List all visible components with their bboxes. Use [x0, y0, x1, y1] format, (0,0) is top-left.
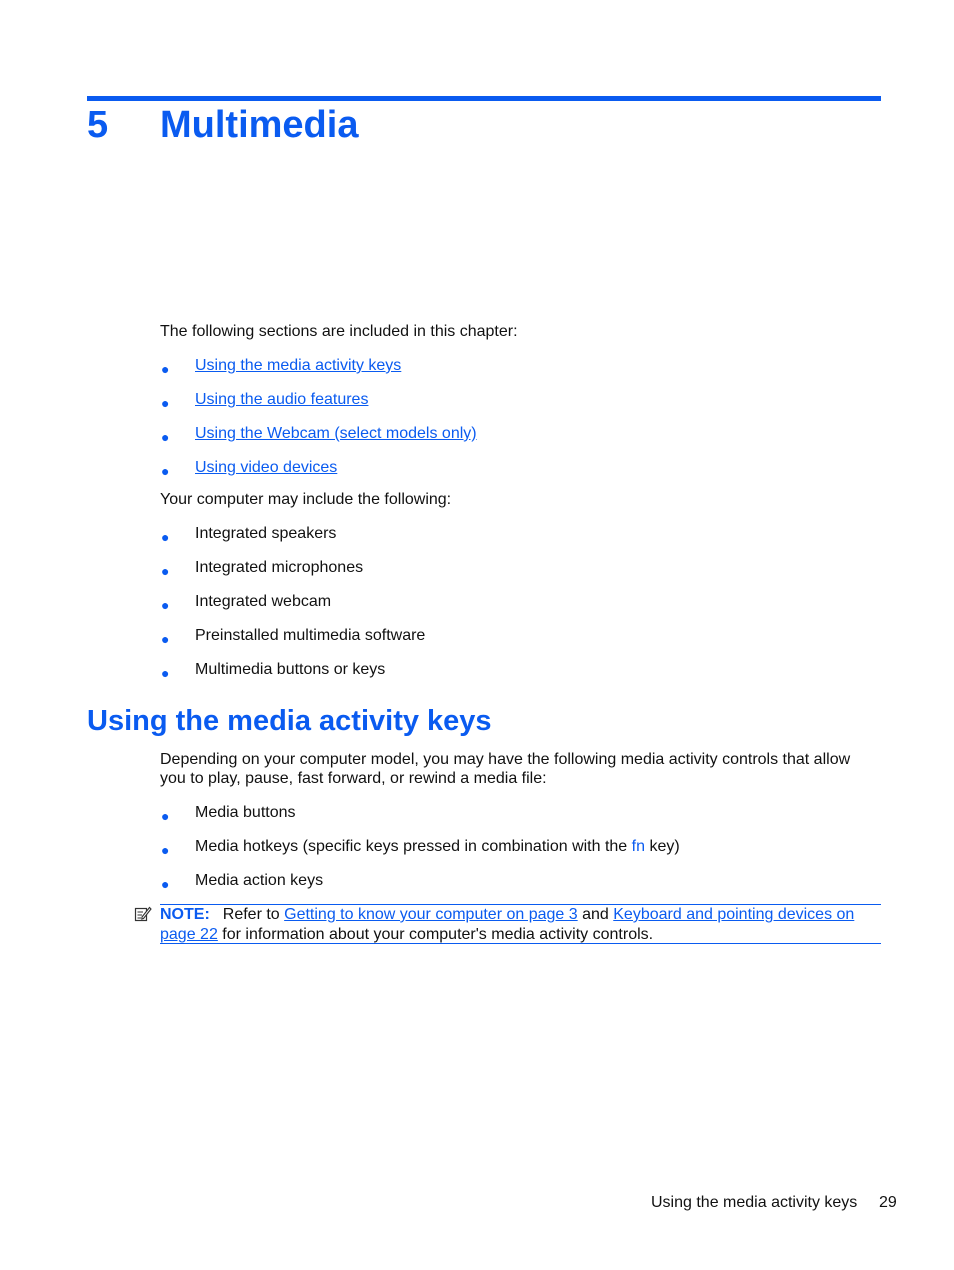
note-link-keyboard[interactable]: Keyboard and pointing devices on page 22	[160, 906, 855, 943]
section-link-audio[interactable]: Using the audio features	[195, 391, 369, 408]
bullet-icon: ●	[161, 395, 170, 411]
note-box	[160, 904, 881, 944]
section-link-video[interactable]: Using video devices	[195, 459, 338, 476]
chapter-title: Multimedia	[160, 104, 359, 146]
media-control-item	[195, 837, 680, 856]
note-text: for information about your computer's media activity controls.	[217, 926, 654, 943]
bullet-icon: ●	[161, 631, 170, 647]
bullet-icon: ●	[161, 808, 170, 824]
chapter-number: 5	[87, 104, 109, 146]
include-item: Integrated microphones	[195, 559, 364, 576]
media-control-item: Media buttons	[195, 804, 296, 821]
bullet-icon: ●	[161, 563, 170, 579]
include-item: Preinstalled multimedia software	[195, 627, 426, 644]
include-item: Integrated webcam	[195, 593, 332, 610]
sections-lead: The following sections are included in this chapter:	[160, 323, 518, 340]
bullet-icon: ●	[161, 529, 170, 545]
note-text: Refer to	[222, 906, 285, 923]
section-heading: Using the media activity keys	[87, 705, 492, 737]
note-link-getting-to-know[interactable]: Getting to know your computer on page 3	[284, 906, 578, 923]
item-text: Media hotkeys (specific keys pressed in combination with the	[195, 838, 632, 855]
bullet-icon: ●	[161, 463, 170, 479]
bullet-icon: ●	[161, 429, 170, 445]
bullet-icon: ●	[161, 665, 170, 681]
section-link-media-keys[interactable]: Using the media activity keys	[195, 357, 402, 374]
footer-page-number: 29	[879, 1194, 897, 1211]
section-body: Depending on your computer model, you may have the following media activity controls that allow you to play, pause, fast forward, or rewind a media file:	[160, 751, 851, 787]
item-text: key)	[645, 838, 680, 855]
fn-key: fn	[631, 838, 645, 855]
note-icon	[134, 905, 152, 923]
include-item: Integrated speakers	[195, 525, 337, 542]
bullet-icon: ●	[161, 597, 170, 613]
note-text: and	[577, 906, 614, 923]
bullet-icon: ●	[161, 361, 170, 377]
bullet-icon: ●	[161, 876, 170, 892]
chapter-rule	[87, 96, 881, 101]
media-control-item: Media action keys	[195, 872, 324, 889]
bullet-icon: ●	[161, 842, 170, 858]
footer-running-title: Using the media activity keys	[651, 1194, 858, 1211]
note-label: NOTE:	[160, 906, 210, 923]
includes-lead: Your computer may include the following:	[160, 491, 452, 508]
chapter-heading	[87, 102, 358, 148]
section-link-webcam[interactable]: Using the Webcam (select models only)	[195, 425, 477, 442]
include-item: Multimedia buttons or keys	[195, 661, 386, 678]
